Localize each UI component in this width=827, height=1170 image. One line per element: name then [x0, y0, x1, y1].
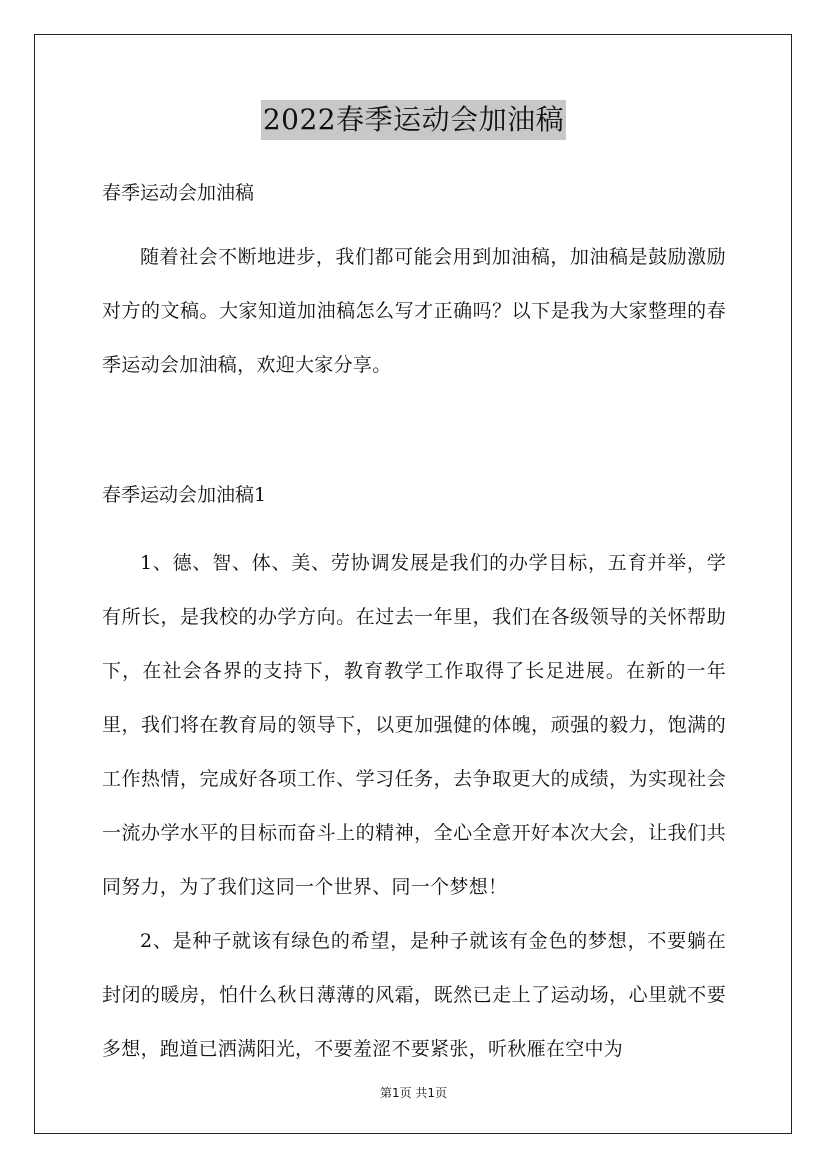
document-subtitle: 春季运动会加油稿	[102, 182, 255, 204]
document-title: 2022春季运动会加油稿	[261, 100, 566, 140]
spacer	[102, 512, 726, 536]
spacer	[102, 392, 726, 478]
paragraph-item-2: 2、是种子就该有绿色的希望，是种子就该有金色的梦想，不要躺在封闭的暖房，怕什么秋日薄薄的风霜，既然已走上了运动场，心里就不要多想，跑道已洒满阳光，不要羞涩不要紧张，听秋雁在空中为	[102, 930, 726, 1060]
page-footer: 第1页 共1页	[379, 1086, 448, 1100]
title-container	[0, 100, 827, 140]
section-heading: 春季运动会加油稿1	[102, 484, 267, 506]
spacer	[102, 210, 726, 230]
paragraph-item-1: 1、德、智、体、美、劳协调发展是我们的办学目标，五育并举，学有所长，是我校的办学方向。在过去一年里，我们在各级领导的关怀帮助下，在社会各界的支持下，教育教学工作取得了长足进展。在新的一年里，我们将在教育局的领导下，以更加强健的体魄，顽强的毅力，饱满的工作热情，完成好各项工作、学习任务，去争取更大的成绩，为实现社会一流办学水平的目标而奋斗上的精神，全心全意开好本次大会，让我们共同努力，为了我们这同一个世界、同一个梦想！	[102, 552, 726, 898]
document-body	[102, 176, 726, 1076]
intro-paragraph: 随着社会不断地进步，我们都可能会用到加油稿，加油稿是鼓励激励对方的文稿。大家知道加油稿怎么写才正确吗？以下是我为大家整理的春季运动会加油稿，欢迎大家分享。	[102, 246, 726, 376]
